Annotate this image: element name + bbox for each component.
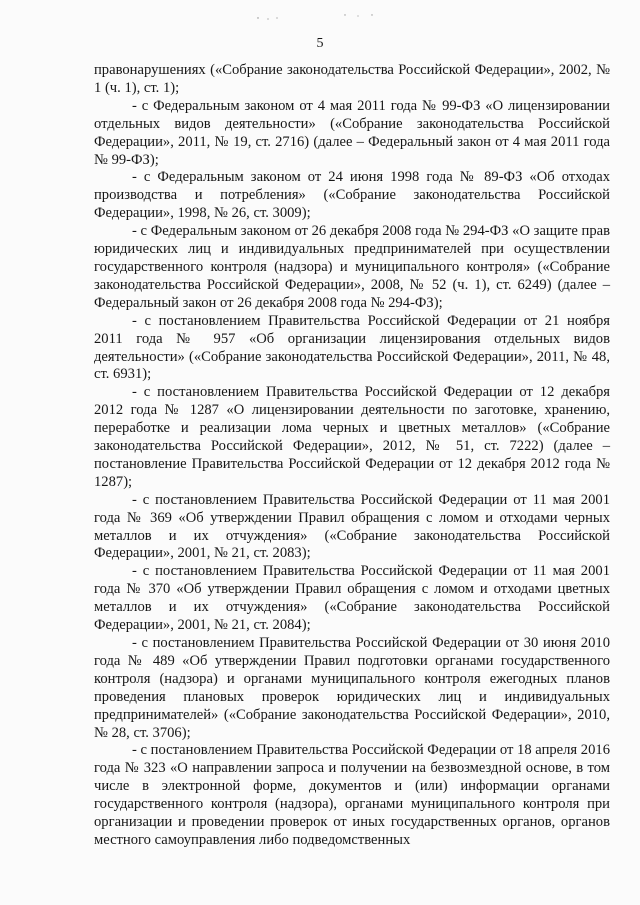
- paragraph-resolution-1287: - с постановлением Правительства Российской Федерации от 12 декабря 2012 года № 1287 «О лицензировании деятельности по заготовке, хранению, переработке и реализации лома черных и цветных металлов» («Собрание законодательства Российской Федерации», 2012, № 51, ст. 7222) (далее – постановление Правительства Российской Федерации от 12 декабря 2012 года № 1287);: [94, 384, 610, 490]
- paragraph-continuation: правонарушениях («Собрание законодательства Российской Федерации», 2002, № 1 (ч. 1), ст. 1);: [94, 62, 610, 96]
- paragraph-resolution-370: - с постановлением Правительства Российской Федерации от 11 мая 2001 года № 370 «Об утверждении Правил обращения с ломом и отходами цветных металлов и их отчуждения» («Собрание законодательства Российской Федерации», 2001, № 21, ст. 2084);: [94, 563, 610, 634]
- paragraph-law-294-fz: - с Федеральным законом от 26 декабря 2008 года № 294-ФЗ «О защите прав юридических лиц и индивидуальных предпринимателей при осуществлении государственного контроля (надзора) и муниципального контроля» («Собрание законодательства Российской Федерации», 2008, № 52 (ч. 1), ст. 6249) (далее – Федеральный закон от 26 декабря 2008 года № 294-ФЗ);: [94, 223, 610, 311]
- scan-speck-marks: [0, 8, 640, 22]
- paragraph-law-99-fz: - с Федеральным законом от 4 мая 2011 года № 99-ФЗ «О лицензировании отдельных видов деятельности» («Собрание законодательства Российской Федерации», 2011, № 19, ст. 2716) (далее – Федеральный закон от 4 мая 2011 года № 99-ФЗ);: [94, 97, 610, 168]
- page-number: 5: [316, 36, 324, 51]
- paragraph-resolution-369: - с постановлением Правительства Российской Федерации от 11 мая 2001 года № 369 «Об утверждении Правил обращения с ломом и отходами черных металлов и их отчуждения» («Собрание законодательства Российской Федерации», 2001, № 21, ст. 2083);: [94, 491, 610, 562]
- paragraph-resolution-957: - с постановлением Правительства Российской Федерации от 21 ноября 2011 года № 957 «Об организации лицензирования отдельных видов деятельности» («Собрание законодательства Российской Федерации», 2011, № 48, ст. 6931);: [94, 312, 610, 383]
- paragraph-law-89-fz: - с Федеральным законом от 24 июня 1998 года № 89-ФЗ «Об отходах производства и потребления» («Собрание законодательства Российской Федерации», 1998, № 26, ст. 3009);: [94, 169, 610, 222]
- paragraph-resolution-489: - с постановлением Правительства Российской Федерации от 30 июня 2010 года № 489 «Об утверждении Правил подготовки органами государственного контроля (надзора) и органами муниципального контроля ежегодных планов проведения плановых проверок юридических лиц и индивидуальных предпринимателей» («Собрание законодательства Российской Федерации», 2010, № 28, ст. 3706);: [94, 635, 610, 741]
- paragraph-resolution-323: - с постановлением Правительства Российской Федерации от 18 апреля 2016 года № 323 «О направлении запроса и получении на безвозмездной основе, в том числе в электронной форме, документов и (или) информации органами государственного контроля (надзора), органами муниципального контроля при организации и проведении проверок от иных государственных органов, органов местного самоуправления либо подведомственных: [94, 742, 610, 848]
- document-body: [94, 62, 610, 850]
